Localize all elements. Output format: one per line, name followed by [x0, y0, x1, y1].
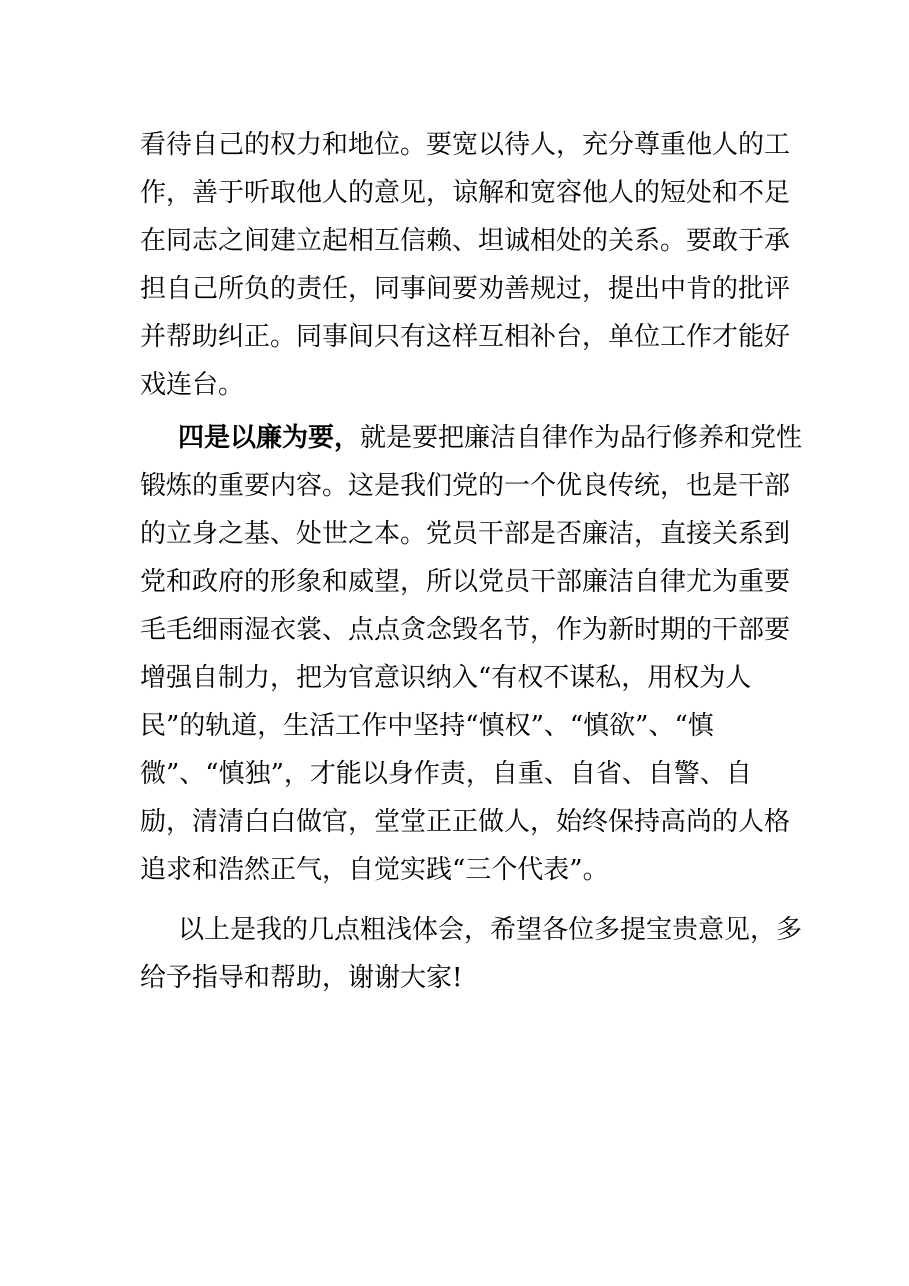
- paragraph-2-line-9: 励，清清白白做官，堂堂正正做人，始终保持高尚的人格: [140, 807, 791, 837]
- paragraph-1-line-1: 看待自己的权力和地位。要宽以待人，充分尊重他人的工: [140, 130, 791, 160]
- paragraph-2-lead-heading: 四是以廉为要，: [178, 423, 361, 453]
- paragraph-2-line-6: 增强自制力，把为官意识纳入“有权不谋私，用权为人: [140, 663, 752, 693]
- paragraph-2-line-2: 锻炼的重要内容。这是我们党的一个优良传统，也是干部: [140, 471, 791, 501]
- paragraph-2-line-4: 党和政府的形象和威望，所以党员干部廉洁自律尤为重要: [140, 567, 791, 597]
- paragraph-3-line-2: 给予指导和帮助，谢谢大家!: [140, 963, 463, 993]
- paragraph-2-line-5: 毛毛细雨湿衣裳、点点贪念毁名节，作为新时期的干部要: [140, 615, 791, 645]
- paragraph-1-line-6: 戏连台。: [140, 370, 245, 400]
- paragraph-2-line-10: 追求和浩然正气，自觉实践“三个代表”。: [140, 855, 609, 885]
- paragraph-2-line-8: 微”、“慎独”，才能以身作责，自重、自省、自警、自: [140, 759, 752, 789]
- paragraph-1-line-2: 作，善于听取他人的意见，谅解和宽容他人的短处和不足: [140, 178, 791, 208]
- paragraph-3-line-1: 以上是我的几点粗浅体会，希望各位多提宝贵意见，多: [178, 915, 803, 945]
- paragraph-2-line-1-rest: 就是要把廉洁自律作为品行修养和党性: [360, 423, 803, 453]
- paragraph-1-line-5: 并帮助纠正。同事间只有这样互相补台，单位工作才能好: [140, 322, 791, 352]
- paragraph-2-line-7: 民”的轨道，生活工作中坚持“慎权”、“慎欲”、“慎: [140, 711, 714, 741]
- paragraph-1-line-4: 担自己所负的责任，同事间要劝善规过，提出中肯的批评: [140, 274, 791, 304]
- paragraph-1-line-3: 在同志之间建立起相互信赖、坦诚相处的关系。要敢于承: [140, 226, 791, 256]
- paragraph-2-line-1: [178, 418, 802, 458]
- paragraph-2-line-3: 的立身之基、处世之本。党员干部是否廉洁，直接关系到: [140, 519, 791, 549]
